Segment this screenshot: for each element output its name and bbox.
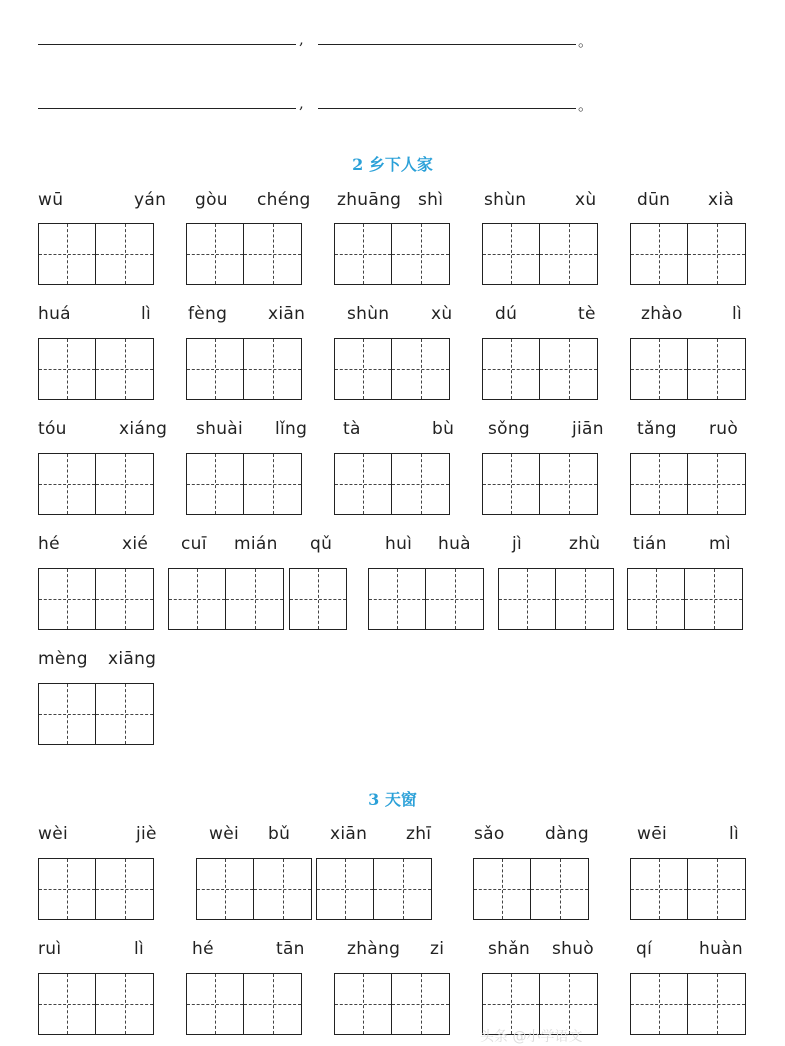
character-grid[interactable] (186, 973, 302, 1035)
pinyin-label: xià (708, 190, 735, 210)
pinyin-label: qí (636, 939, 653, 959)
pinyin-label: wèi (38, 824, 68, 844)
character-grid[interactable] (196, 858, 312, 920)
pinyin-label: lì (732, 304, 743, 324)
pinyin-label: wèi (209, 824, 239, 844)
fill-line[interactable] (38, 108, 296, 109)
pinyin-label: ruò (709, 419, 739, 439)
pinyin-label: zhù (569, 534, 601, 554)
pinyin-label: jì (512, 534, 523, 554)
pinyin-label: jiān (572, 419, 604, 439)
pinyin-label: xiáng (119, 419, 168, 439)
pinyin-label: lì (141, 304, 152, 324)
pinyin-label: zhī (406, 824, 432, 844)
fill-line[interactable] (318, 108, 576, 109)
pinyin-label: shǎn (488, 939, 531, 959)
character-grid[interactable] (186, 453, 302, 515)
pinyin-label: shùn (484, 190, 527, 210)
pinyin-label: xiān (268, 304, 306, 324)
pinyin-label: huà (438, 534, 471, 554)
pinyin-label: xiān (330, 824, 368, 844)
pinyin-label: shì (418, 190, 444, 210)
pinyin-label: yán (134, 190, 167, 210)
pinyin-label: mèng (38, 649, 88, 669)
pinyin-label: wū (38, 190, 64, 210)
pinyin-label: zhuāng (337, 190, 402, 210)
pinyin-label: huàn (699, 939, 743, 959)
character-grid[interactable] (482, 453, 598, 515)
pinyin-label: mì (709, 534, 731, 554)
period-mark: 。 (578, 96, 594, 114)
section-title: 2 乡下人家 (352, 155, 433, 174)
comma-mark: , (299, 30, 304, 48)
pinyin-label: zi (430, 939, 445, 959)
pinyin-label: jiè (136, 824, 157, 844)
comma-mark: , (299, 94, 304, 112)
pinyin-label: hé (38, 534, 60, 554)
character-grid[interactable] (630, 223, 746, 285)
character-grid[interactable] (482, 223, 598, 285)
pinyin-label: shuò (552, 939, 595, 959)
character-grid[interactable] (630, 453, 746, 515)
pinyin-label: bù (432, 419, 455, 439)
pinyin-label: tián (633, 534, 667, 554)
character-grid[interactable] (38, 453, 154, 515)
character-grid[interactable] (186, 223, 302, 285)
character-grid[interactable] (334, 453, 450, 515)
pinyin-label: sǎo (474, 824, 505, 844)
pinyin-label: tè (578, 304, 596, 324)
pinyin-label: huì (385, 534, 413, 554)
pinyin-label: mián (234, 534, 278, 554)
character-grid[interactable] (627, 568, 743, 630)
pinyin-label: fèng (188, 304, 228, 324)
pinyin-label: hé (192, 939, 214, 959)
pinyin-label: ruì (38, 939, 62, 959)
character-grid[interactable] (498, 568, 614, 630)
fill-line[interactable] (318, 44, 576, 45)
pinyin-label: zhàng (347, 939, 401, 959)
pinyin-label: zhào (641, 304, 683, 324)
character-grid[interactable] (186, 338, 302, 400)
character-grid[interactable] (38, 338, 154, 400)
pinyin-label: lǐng (275, 419, 308, 439)
pinyin-label: xù (431, 304, 453, 324)
pinyin-label: chéng (257, 190, 311, 210)
pinyin-label: sǒng (488, 419, 531, 439)
pinyin-label: dàng (545, 824, 589, 844)
pinyin-label: xié (122, 534, 149, 554)
character-grid[interactable] (334, 223, 450, 285)
pinyin-label: tān (276, 939, 305, 959)
character-grid[interactable] (289, 568, 347, 630)
section-title: 3 天窗 (368, 790, 417, 809)
pinyin-label: bǔ (268, 824, 291, 844)
pinyin-label: shùn (347, 304, 390, 324)
character-grid[interactable] (473, 858, 589, 920)
period-mark: 。 (578, 32, 594, 50)
pinyin-label: cuī (181, 534, 207, 554)
character-grid[interactable] (368, 568, 484, 630)
pinyin-label: tǎng (637, 419, 677, 439)
character-grid[interactable] (482, 338, 598, 400)
pinyin-label: tóu (38, 419, 67, 439)
character-grid[interactable] (38, 568, 154, 630)
pinyin-label: tà (343, 419, 361, 439)
pinyin-label: wēi (637, 824, 667, 844)
character-grid[interactable] (38, 973, 154, 1035)
character-grid[interactable] (630, 973, 746, 1035)
character-grid[interactable] (316, 858, 432, 920)
pinyin-label: dūn (637, 190, 671, 210)
pinyin-label: lì (729, 824, 740, 844)
pinyin-label: huá (38, 304, 71, 324)
character-grid[interactable] (168, 568, 284, 630)
pinyin-label: gòu (195, 190, 228, 210)
character-grid[interactable] (38, 683, 154, 745)
fill-line[interactable] (38, 44, 296, 45)
character-grid[interactable] (334, 338, 450, 400)
character-grid[interactable] (630, 858, 746, 920)
pinyin-label: qǔ (310, 534, 333, 554)
pinyin-label: dú (495, 304, 518, 324)
character-grid[interactable] (38, 858, 154, 920)
pinyin-label: lì (134, 939, 145, 959)
pinyin-label: xù (575, 190, 597, 210)
character-grid[interactable] (38, 223, 154, 285)
pinyin-label: shuài (196, 419, 244, 439)
character-grid[interactable] (334, 973, 450, 1035)
pinyin-label: xiāng (108, 649, 157, 669)
character-grid[interactable] (630, 338, 746, 400)
watermark: 头条 @小学语文 (480, 1029, 583, 1045)
